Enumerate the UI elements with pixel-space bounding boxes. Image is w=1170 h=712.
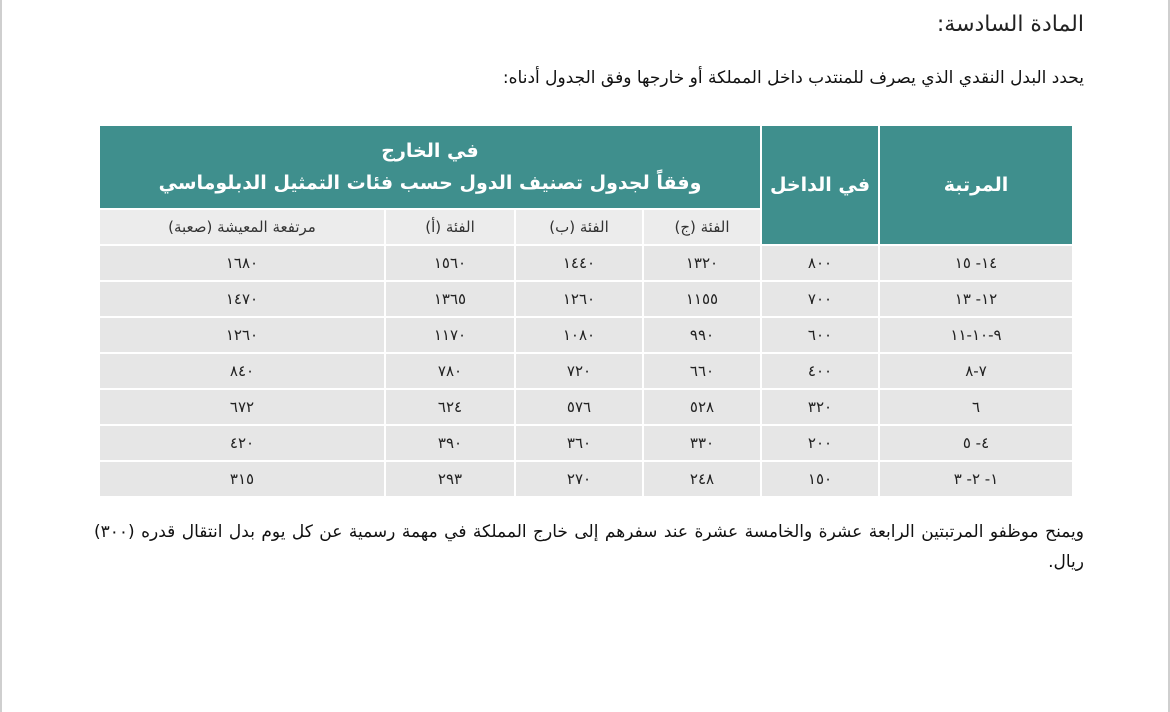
subheader-category-a: الفئة (أ) bbox=[385, 209, 515, 245]
cell-rank: ٦ bbox=[879, 389, 1073, 425]
note-paragraph: ويمنح موظفو المرتبتين الرابعة عشرة والخامسة عشرة عند سفرهم إلى خارج المملكة في مهمة رسمية عن كل يوم بدل انتقال قدره (٣٠٠) ريال. bbox=[94, 522, 1084, 572]
cell-rank: ٤- ٥ bbox=[879, 425, 1073, 461]
cell-category-b: ٢٧٠ bbox=[515, 461, 643, 497]
cell-category-b: ١٢٦٠ bbox=[515, 281, 643, 317]
table-row bbox=[99, 425, 1073, 461]
cell-category-c: ٣٣٠ bbox=[643, 425, 761, 461]
allowance-table-wrapper bbox=[100, 124, 1074, 498]
cell-inside: ٣٢٠ bbox=[761, 389, 879, 425]
cell-high-cost: ١٤٧٠ bbox=[99, 281, 385, 317]
cell-inside: ١٥٠ bbox=[761, 461, 879, 497]
cell-category-b: ٧٢٠ bbox=[515, 353, 643, 389]
cell-inside: ٧٠٠ bbox=[761, 281, 879, 317]
intro-paragraph: يحدد البدل النقدي الذي يصرف للمنتدب داخل المملكة أو خارجها وفق الجدول أدناه: bbox=[502, 68, 1084, 88]
cell-category-a: ١٥٦٠ bbox=[385, 245, 515, 281]
table-row bbox=[99, 353, 1073, 389]
table-row bbox=[99, 245, 1073, 281]
cell-inside: ٤٠٠ bbox=[761, 353, 879, 389]
allowance-table bbox=[98, 124, 1074, 498]
table-row bbox=[99, 389, 1073, 425]
header-abroad bbox=[99, 125, 761, 209]
table-row bbox=[99, 281, 1073, 317]
cell-category-a: ٢٩٣ bbox=[385, 461, 515, 497]
cell-category-c: ٦٦٠ bbox=[643, 353, 761, 389]
header-abroad-title: في الخارج bbox=[381, 139, 479, 162]
cell-category-c: ٢٤٨ bbox=[643, 461, 761, 497]
cell-rank: ٩-١٠-١١ bbox=[879, 317, 1073, 353]
cell-category-a: ٣٩٠ bbox=[385, 425, 515, 461]
cell-high-cost: ٦٧٢ bbox=[99, 389, 385, 425]
header-abroad-subtitle: وفقاً لجدول تصنيف الدول حسب فئات التمثيل الدبلوماسي bbox=[158, 172, 702, 194]
cell-inside: ٢٠٠ bbox=[761, 425, 879, 461]
cell-category-b: ٥٧٦ bbox=[515, 389, 643, 425]
cell-category-b: ١٤٤٠ bbox=[515, 245, 643, 281]
header-inside: في الداخل bbox=[761, 125, 879, 245]
article-title: المادة السادسة: bbox=[936, 12, 1084, 37]
cell-category-c: ٩٩٠ bbox=[643, 317, 761, 353]
cell-category-c: ١٣٢٠ bbox=[643, 245, 761, 281]
table-row bbox=[99, 317, 1073, 353]
cell-high-cost: ١٦٨٠ bbox=[99, 245, 385, 281]
cell-inside: ٨٠٠ bbox=[761, 245, 879, 281]
cell-category-a: ١٣٦٥ bbox=[385, 281, 515, 317]
cell-inside: ٦٠٠ bbox=[761, 317, 879, 353]
header-rank: المرتبة bbox=[879, 125, 1073, 245]
cell-high-cost: ١٢٦٠ bbox=[99, 317, 385, 353]
subheader-high-cost: مرتفعة المعيشة (صعبة) bbox=[99, 209, 385, 245]
subheader-category-c: الفئة (ج) bbox=[643, 209, 761, 245]
cell-category-b: ١٠٨٠ bbox=[515, 317, 643, 353]
cell-rank: ٧-٨ bbox=[879, 353, 1073, 389]
cell-category-a: ١١٧٠ bbox=[385, 317, 515, 353]
cell-high-cost: ٤٢٠ bbox=[99, 425, 385, 461]
cell-category-b: ٣٦٠ bbox=[515, 425, 643, 461]
table-row bbox=[99, 461, 1073, 497]
cell-category-a: ٦٢٤ bbox=[385, 389, 515, 425]
cell-category-c: ١١٥٥ bbox=[643, 281, 761, 317]
subheader-category-b: الفئة (ب) bbox=[515, 209, 643, 245]
cell-category-c: ٥٢٨ bbox=[643, 389, 761, 425]
cell-rank: ١٤- ١٥ bbox=[879, 245, 1073, 281]
cell-high-cost: ٨٤٠ bbox=[99, 353, 385, 389]
cell-rank: ١- ٢- ٣ bbox=[879, 461, 1073, 497]
cell-high-cost: ٣١٥ bbox=[99, 461, 385, 497]
cell-category-a: ٧٨٠ bbox=[385, 353, 515, 389]
cell-rank: ١٢- ١٣ bbox=[879, 281, 1073, 317]
